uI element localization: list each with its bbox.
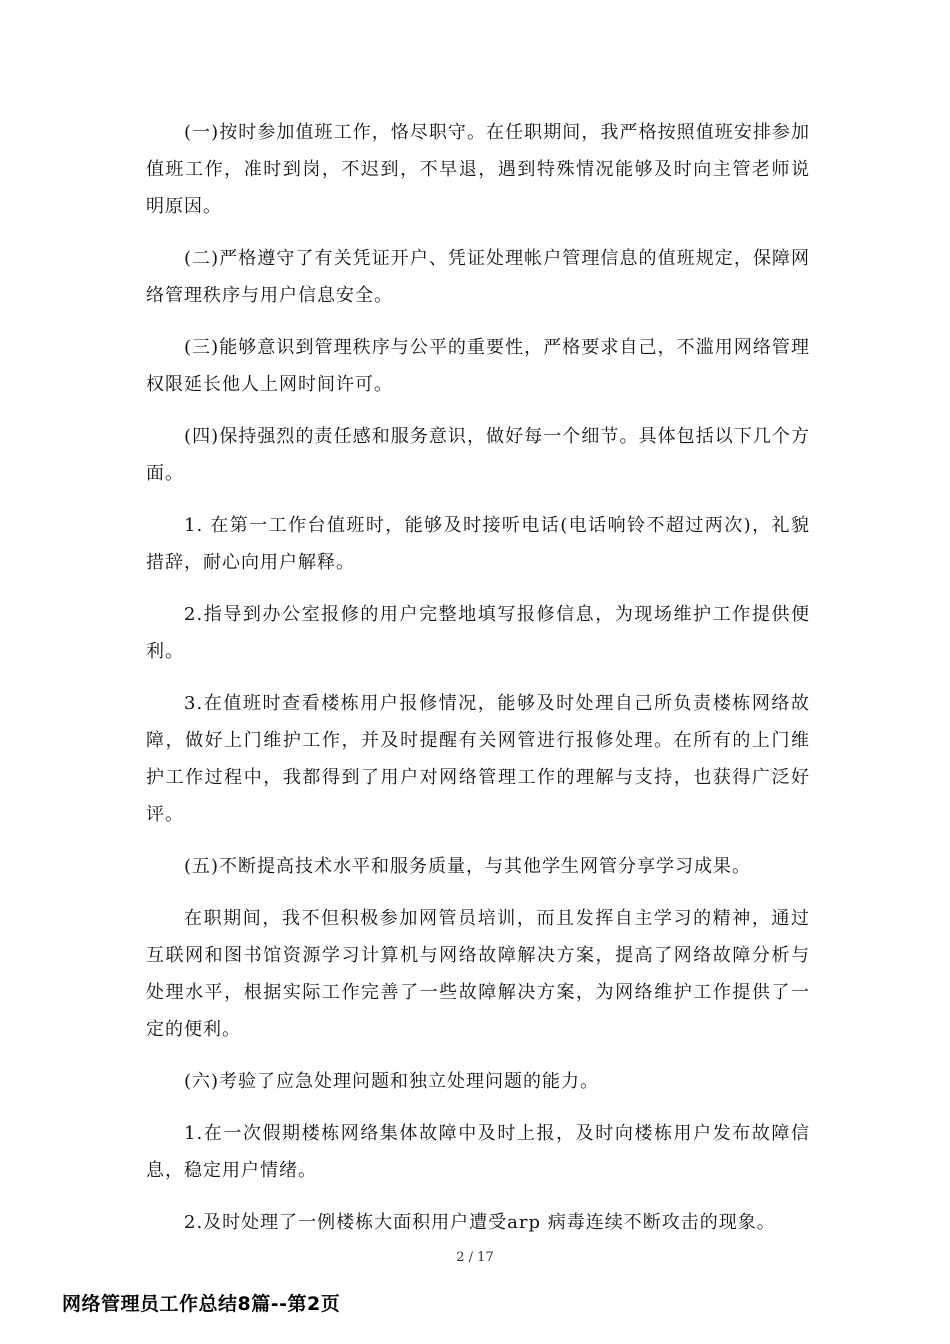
document-body bbox=[146, 114, 810, 1256]
paragraph: 在职期间，我不但积极参加网管员培训，而且发挥自主学习的精神，通过互联网和图书馆资源学习计算机与网络故障解决方案，提高了网络故障分析与处理水平，根据实际工作完善了一些故障解决方案，为网络维护工作提供了一定的便利。 bbox=[146, 908, 810, 1040]
footer-title: 网络管理员工作总结8篇--第2页 bbox=[62, 1293, 341, 1315]
paragraph: (一)按时参加值班工作，恪尽职守。在任职期间，我严格按照值班安排参加值班工作，准时到岗，不迟到，不早退，遇到特殊情况能够及时向主管老师说明原因。 bbox=[146, 122, 810, 217]
paragraph: 1. 在第一工作台值班时，能够及时接听电话(电话响铃不超过两次)，礼貌措辞，耐心向用户解释。 bbox=[146, 515, 810, 573]
paragraph: 2.及时处理了一例楼栋大面积用户遭受arp 病毒连续不断攻击的现象。 bbox=[184, 1212, 776, 1233]
paragraph: (二)严格遵守了有关凭证开户、凭证处理帐户管理信息的值班规定，保障网络管理秩序与用户信息安全。 bbox=[146, 248, 810, 306]
paragraph: (五)不断提高技术水平和服务质量，与其他学生网管分享学习成果。 bbox=[184, 856, 752, 877]
paragraph: 3.在值班时查看楼栋用户报修情况，能够及时处理自己所负责楼栋网络故障，做好上门维护工作，并及时提醒有关网管进行报修处理。在所有的上门维护工作过程中，我都得到了用户对网络管理工作的理解与支持，也获得广泛好评。 bbox=[146, 693, 810, 825]
paragraph: (三)能够意识到管理秩序与公平的重要性，严格要求自己，不滥用网络管理权限延长他人上网时间许可。 bbox=[146, 337, 810, 395]
paragraph: 2.指导到办公室报修的用户完整地填写报修信息，为现场维护工作提供便利。 bbox=[146, 604, 810, 662]
paragraph: 1.在一次假期楼栋网络集体故障中及时上报，及时向楼栋用户发布故障信息，稳定用户情绪。 bbox=[146, 1123, 810, 1181]
page-number: 2 / 17 bbox=[456, 1250, 494, 1265]
paragraph: (六)考验了应急处理问题和独立处理问题的能力。 bbox=[184, 1071, 600, 1092]
paragraph: (四)保持强烈的责任感和服务意识，做好每一个细节。具体包括以下几个方面。 bbox=[146, 426, 810, 484]
